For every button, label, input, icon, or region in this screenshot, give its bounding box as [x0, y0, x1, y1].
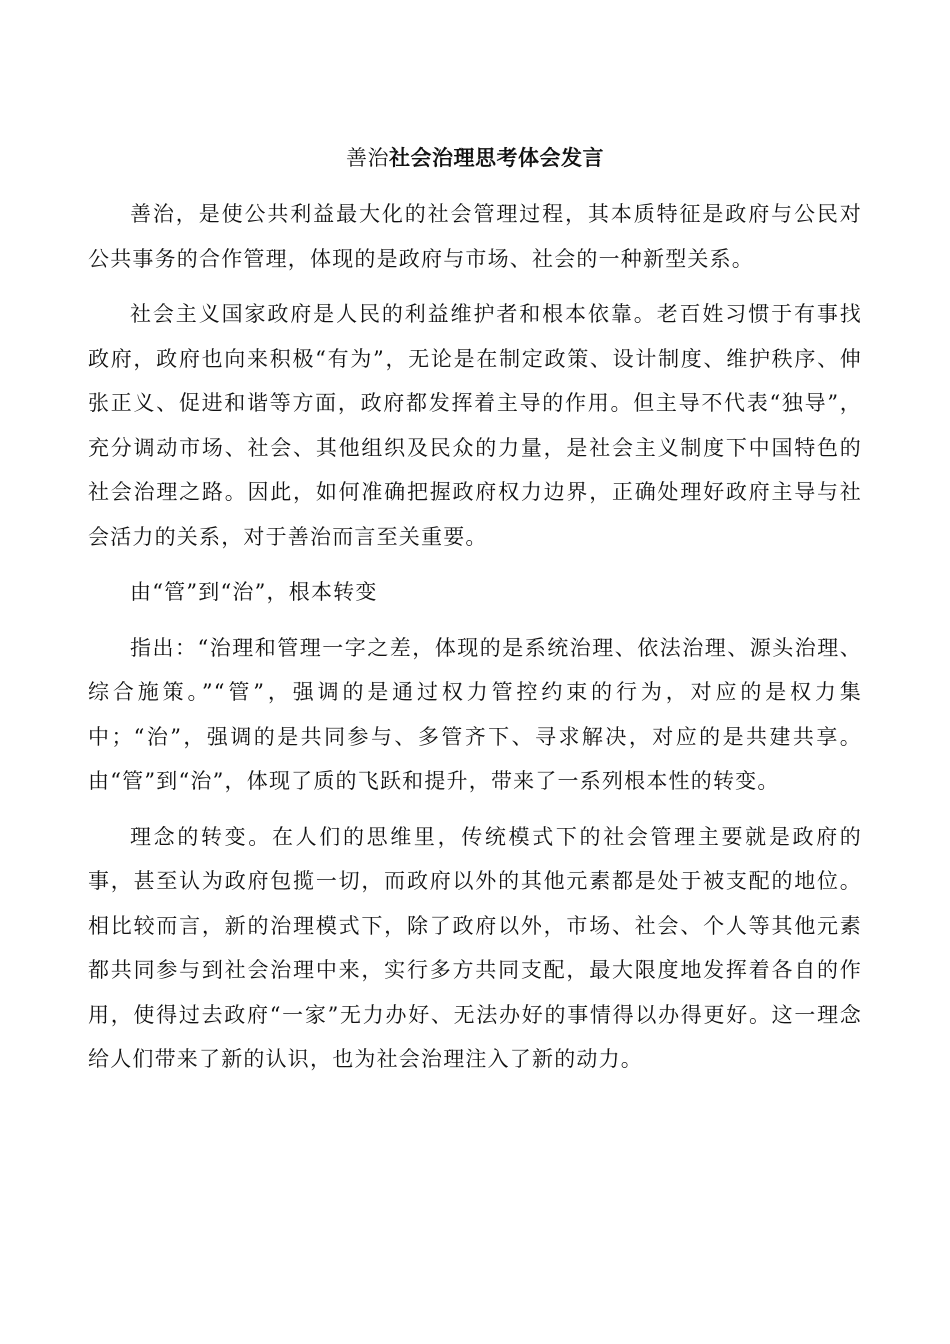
paragraph-governance-vs-management: 指出：“治理和管理一字之差，体现的是系统治理、依法治理、源头治理、综合施策。”“管”，强调的是通过权力管控约束的行为，对应的是权力集中；“治”，强调的是共同参与、多管齐下、寻求解决，对应的是共建共享。由“管”到“治”，体现了质的飞跃和提升，带来了一系列根本性的转变。 [88, 635, 862, 793]
paragraph-intro: 善治，是使公共利益最大化的社会管理过程，其本质特征是政府与公民对公共事务的合作管理，体现的是政府与市场、社会的一种新型关系。 [88, 202, 862, 271]
document-page [88, 140, 862, 1093]
paragraph-government-role: 社会主义国家政府是人民的利益维护者和根本依靠。老百姓习惯于有事找政府，政府也向来积极“有为”，无论是在制定政策、设计制度、维护秩序、伸张正义、促进和谐等方面，政府都发挥着主导的作用。但主导不代表“独导”，充分调动市场、社会、其他组织及民众的力量，是社会主义制度下中国特色的社会治理之路。因此，如何准确把握政府权力边界，正确处理好政府主导与社会活力的关系，对于善治而言至关重要。 [88, 302, 862, 549]
document-title-lead: 善治 [346, 146, 389, 170]
section-heading-transformation: 由“管”到“治”，根本转变 [130, 580, 378, 604]
document-title [88, 140, 862, 176]
document-title-rest: 社会治理思考体会发言 [389, 145, 604, 170]
paragraph-concept-change: 理念的转变。在人们的思维里，传统模式下的社会管理主要就是政府的事，甚至认为政府包揽一切，而政府以外的其他元素都是处于被支配的地位。相比较而言，新的治理模式下，除了政府以外，市场、社会、个人等其他元素都共同参与到社会治理中来，实行多方共同支配，最大限度地发挥着各自的作用，使得过去政府“一家”无力办好、无法办好的事情得以办得更好。这一理念给人们带来了新的认识，也为社会治理注入了新的动力。 [88, 824, 862, 1071]
